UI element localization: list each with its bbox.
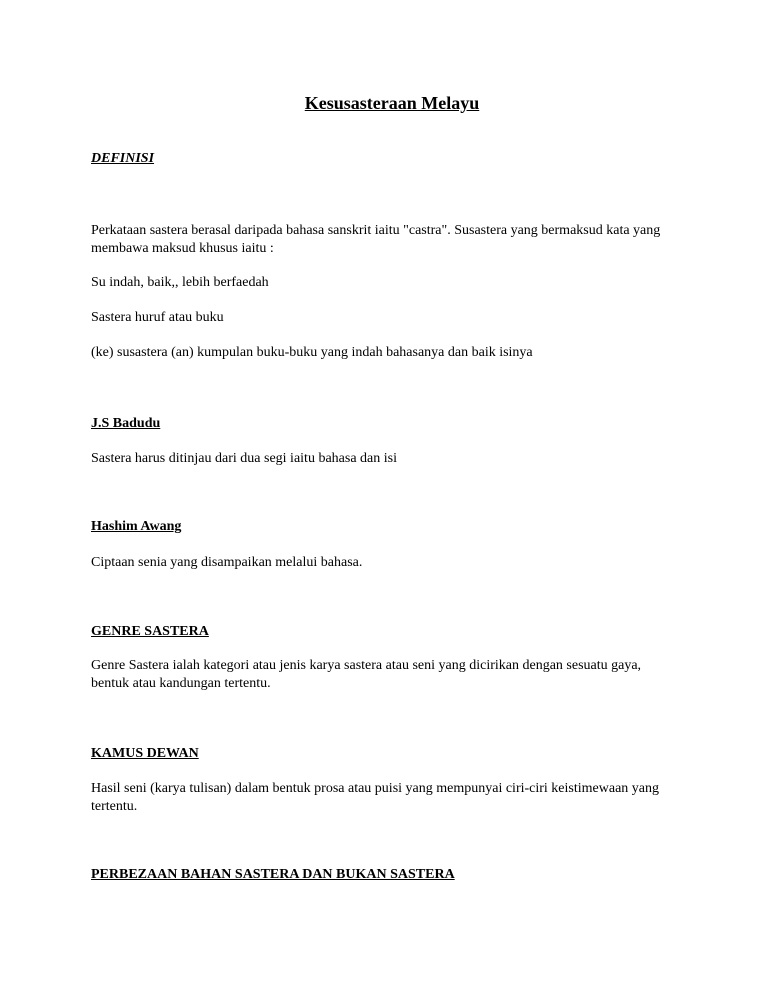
heading-js-badudu: J.S Badudu xyxy=(91,416,161,431)
paragraph-js-badudu: Sastera harus ditinjau dari dua segi iaitu bahasa dan isi xyxy=(91,451,397,466)
heading-definisi: DEFINISI xyxy=(91,151,155,166)
paragraph-hashim-awang: Ciptaan senia yang disampaikan melalui bahasa. xyxy=(91,555,363,570)
heading-kamus-dewan: KAMUS DEWAN xyxy=(91,746,199,761)
heading-perbezaan: PERBEZAAN BAHAN SASTERA DAN BUKAN SASTERA xyxy=(91,867,455,882)
paragraph-definisi-4: (ke) susastera (an) kumpulan buku-buku yang indah bahasanya dan baik isinya xyxy=(91,345,533,360)
paragraph-definisi-2: Su indah, baik,, lebih berfaedah xyxy=(91,275,269,290)
document-title-text: Kesusasteraan Melayu xyxy=(304,93,480,113)
paragraph-definisi-1: Perkataan sastera berasal daripada bahasa sanskrit iaitu "castra". Susastera yang bermaksud kata yang membawa maksud khusus iaitu : xyxy=(91,223,661,256)
paragraph-definisi-3: Sastera huruf atau buku xyxy=(91,310,224,325)
paragraph-kamus-dewan: Hasil seni (karya tulisan) dalam bentuk prosa atau puisi yang mempunyai ciri-ciri keistimewaan yang tertentu. xyxy=(91,781,659,814)
paragraph-genre-sastera: Genre Sastera ialah kategori atau jenis karya sastera atau seni yang dicirikan dengan sesuatu gaya, bentuk atau kandungan tertentu. xyxy=(91,658,642,691)
document-title xyxy=(0,94,768,112)
heading-genre-sastera: GENRE SASTERA xyxy=(91,624,209,639)
heading-hashim-awang: Hashim Awang xyxy=(91,519,182,534)
